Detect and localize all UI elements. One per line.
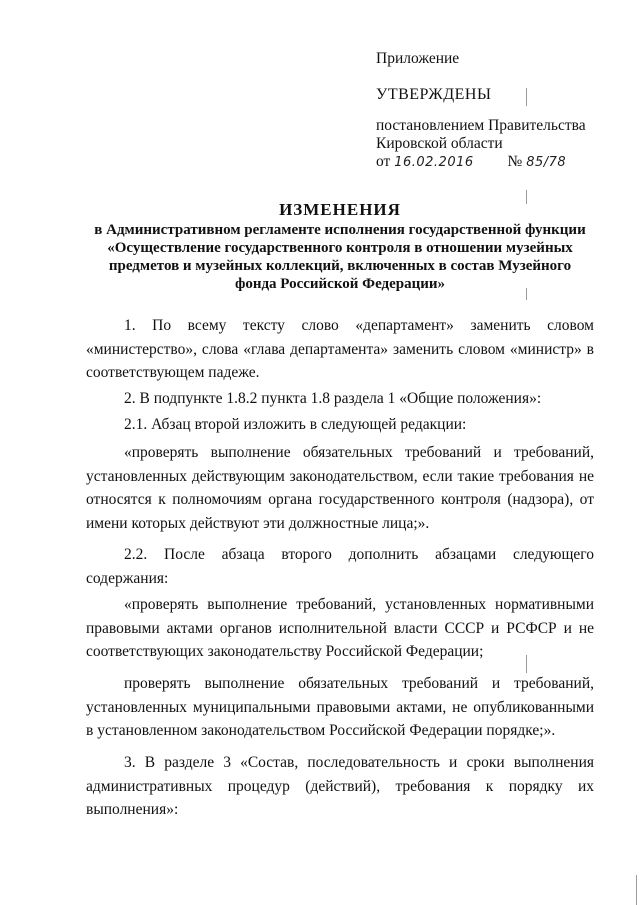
- appendix-label: Приложение: [376, 50, 460, 67]
- approved-label: УТВЕРЖДЕНЫ: [376, 86, 492, 103]
- handwritten-number: 85/78: [526, 155, 567, 170]
- paragraph-quote-1: [86, 441, 594, 535]
- approval-line-1: постановлением Правительства: [376, 117, 586, 134]
- paragraph-2-2: [86, 543, 594, 590]
- paragraph-quote-1-text: «проверять выполнение обязательных требований и требований, установленных действующим законодательством, если такие требования не относятся к полномочиям органа государственного контроля (надзора), от имени которых действуют эти должностные лица;».: [86, 444, 594, 532]
- paragraph-quote-2-text: «проверять выполнение требований, установленных нормативными правовыми актами органов исполнительной власти СССР и РСФСР и не соответствующих законодательству Российской Федерации;: [86, 596, 594, 660]
- title-sub-line-2: «Осуществление государственного контроля в отношении музейных: [107, 240, 573, 256]
- paragraph-quote-3: [86, 672, 594, 743]
- paragraph-1: [86, 314, 594, 385]
- paragraph-2-2-text: 2.2. После абзаца второго дополнить абзацами следующего содержания:: [86, 546, 594, 587]
- scan-artifact: [526, 288, 527, 300]
- paragraph-quote-2: [86, 593, 594, 664]
- scan-artifact: [526, 190, 527, 204]
- number-label: №: [507, 153, 523, 170]
- paragraph-2: [86, 387, 594, 411]
- document-title-block: [60, 199, 620, 293]
- paragraph-3-text: 3. В разделе 3 «Состав, последовательность и сроки выполнения административных процедур (действий), требования к порядку их выполнения»:: [86, 754, 594, 818]
- title-sub-line-3: предметов и музейных коллекций, включенных в состав Музейного: [108, 258, 572, 274]
- document-title: ИЗМЕНЕНИЯ: [279, 200, 401, 219]
- handwritten-date: 16.02.2016: [394, 155, 474, 170]
- scan-artifact: [636, 875, 637, 905]
- title-sub-line-1: в Административном регламенте исполнения государственной функции: [94, 222, 586, 238]
- paragraph-2-text: 2. В подпункте 1.8.2 пункта 1.8 раздела 1 «Общие положения»:: [124, 390, 542, 407]
- approval-date-number-line: [376, 153, 566, 172]
- title-sub-line-4: фонда Российской Федерации»: [234, 276, 446, 292]
- scan-artifact: [526, 655, 527, 673]
- paragraph-1-text: 1. По всему тексту слово «департамент» заменить словом «министерство», слова «глава департамента» заменить словом «министр» в соответствующем падеже.: [86, 317, 594, 381]
- paragraph-quote-3-text: проверять выполнение обязательных требований и требований, установленных муниципальными правовыми актами, не опубликованными в установленном законодательством Российской Федерации порядке;».: [86, 675, 594, 739]
- approval-line-2: Кировской области: [376, 135, 503, 152]
- scan-artifact: [526, 88, 527, 106]
- paragraph-2-1-text: 2.1. Абзац второй изложить в следующей редакции:: [124, 416, 467, 433]
- date-prefix: от: [376, 153, 391, 170]
- paragraph-2-1: [86, 413, 594, 437]
- paragraph-3: [86, 751, 594, 822]
